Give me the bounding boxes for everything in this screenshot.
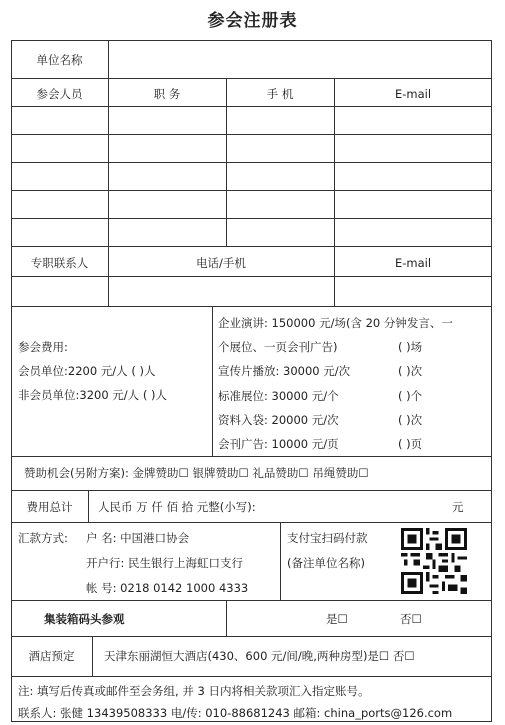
row-divider <box>11 456 492 457</box>
position-header: 职 务 <box>153 87 181 101</box>
sponsor-options[interactable]: 赞助机会(另附方案): 金牌赞助☐ 银牌赞助☐ 礼品赞助☐ 吊绳赞助☐ <box>24 466 369 480</box>
total-text: 人民币 万 仟 佰 拾 元整(小写): <box>98 500 256 514</box>
unit-name-field[interactable] <box>110 42 490 77</box>
row-divider <box>11 246 492 247</box>
hotel-label: 酒店预定 <box>28 649 75 663</box>
fee-item-text: 资料入袋: 20000 元/次 <box>218 413 339 427</box>
fee-item-text: 宣传片播放: 30000 元/次 <box>218 364 351 378</box>
terminal-visit-yes[interactable]: 是☐ <box>326 612 348 626</box>
alipay-qr-code-icon <box>400 528 468 594</box>
non-member-fee: 非会员单位:3200 元/人 ( )人 <box>18 388 167 402</box>
contact-input-row[interactable] <box>12 277 491 305</box>
remit-bank: 开户行: 民生银行上海虹口支行 <box>86 556 244 570</box>
fee-item-qty: ( )页 <box>398 437 423 451</box>
fee-item-qty: ( )场 <box>398 340 423 354</box>
remit-account-number: 帐 号: 0218 0142 1000 4333 <box>86 581 249 595</box>
fee-item-text: 个展位、一页会刊广告) <box>218 340 338 354</box>
member-fee: 会员单位:2200 元/人 ( )人 <box>18 364 156 378</box>
terminal-visit-no[interactable]: 否☐ <box>400 612 422 626</box>
terminal-visit-label: 集装箱码头参观 <box>44 612 125 626</box>
total-unit: 元 <box>452 500 464 514</box>
total-label: 费用总计 <box>26 500 73 514</box>
unit-name-label: 单位名称 <box>36 53 83 67</box>
mobile-header: 手 机 <box>266 87 294 101</box>
fee-item-qty: ( )个 <box>398 389 423 403</box>
remit-account-name: 户 名: 中国港口协会 <box>86 531 190 545</box>
col-divider <box>280 522 281 600</box>
fee-item-qty: ( )次 <box>398 364 423 378</box>
row-divider <box>11 600 492 601</box>
fees-label: 参会费用: <box>18 340 68 354</box>
row-divider <box>11 306 492 307</box>
row-divider <box>11 490 492 491</box>
contact-email-header: E-mail <box>394 256 432 270</box>
remit-label: 汇款方式: <box>18 531 68 545</box>
col-divider <box>212 306 213 456</box>
fee-item-qty: ( )次 <box>398 413 423 427</box>
submission-note: 注: 填写后传真或邮件至会务组, 并 3 日内将相关款项汇入指定账号。 <box>18 684 370 698</box>
row-divider <box>11 78 492 79</box>
col-divider <box>226 600 227 636</box>
attendee-rows[interactable] <box>12 107 491 245</box>
alipay-label: 支付宝扫码付款 <box>287 531 368 545</box>
hotel-booking-options[interactable]: 天津东丽湖恒大酒店(430、600 元/间/晚,两种房型)是☐ 否☐ <box>104 649 415 663</box>
row-divider <box>11 636 492 637</box>
row-divider <box>11 676 492 677</box>
contact-footer: 联系人: 张健 13439508333 电/传: 010-88681243 邮箱: china_ports@126.com <box>18 706 453 720</box>
page-title: 参会注册表 <box>207 11 298 31</box>
attendee-header: 参会人员 <box>36 87 83 101</box>
alipay-note: (备注单位名称) <box>287 556 365 570</box>
email-header: E-mail <box>394 87 432 101</box>
fee-item-text: 标准展位: 30000 元/个 <box>218 389 339 403</box>
fee-item-text: 会刊广告: 10000 元/页 <box>218 437 339 451</box>
contact-phone-header: 电话/手机 <box>196 256 246 270</box>
row-divider <box>11 522 492 523</box>
fee-item-text: 企业演讲: 150000 元/场(含 20 分钟发言、一 <box>218 316 453 330</box>
col-divider <box>88 490 89 522</box>
col-divider <box>92 636 93 676</box>
contact-label: 专职联系人 <box>30 256 89 270</box>
